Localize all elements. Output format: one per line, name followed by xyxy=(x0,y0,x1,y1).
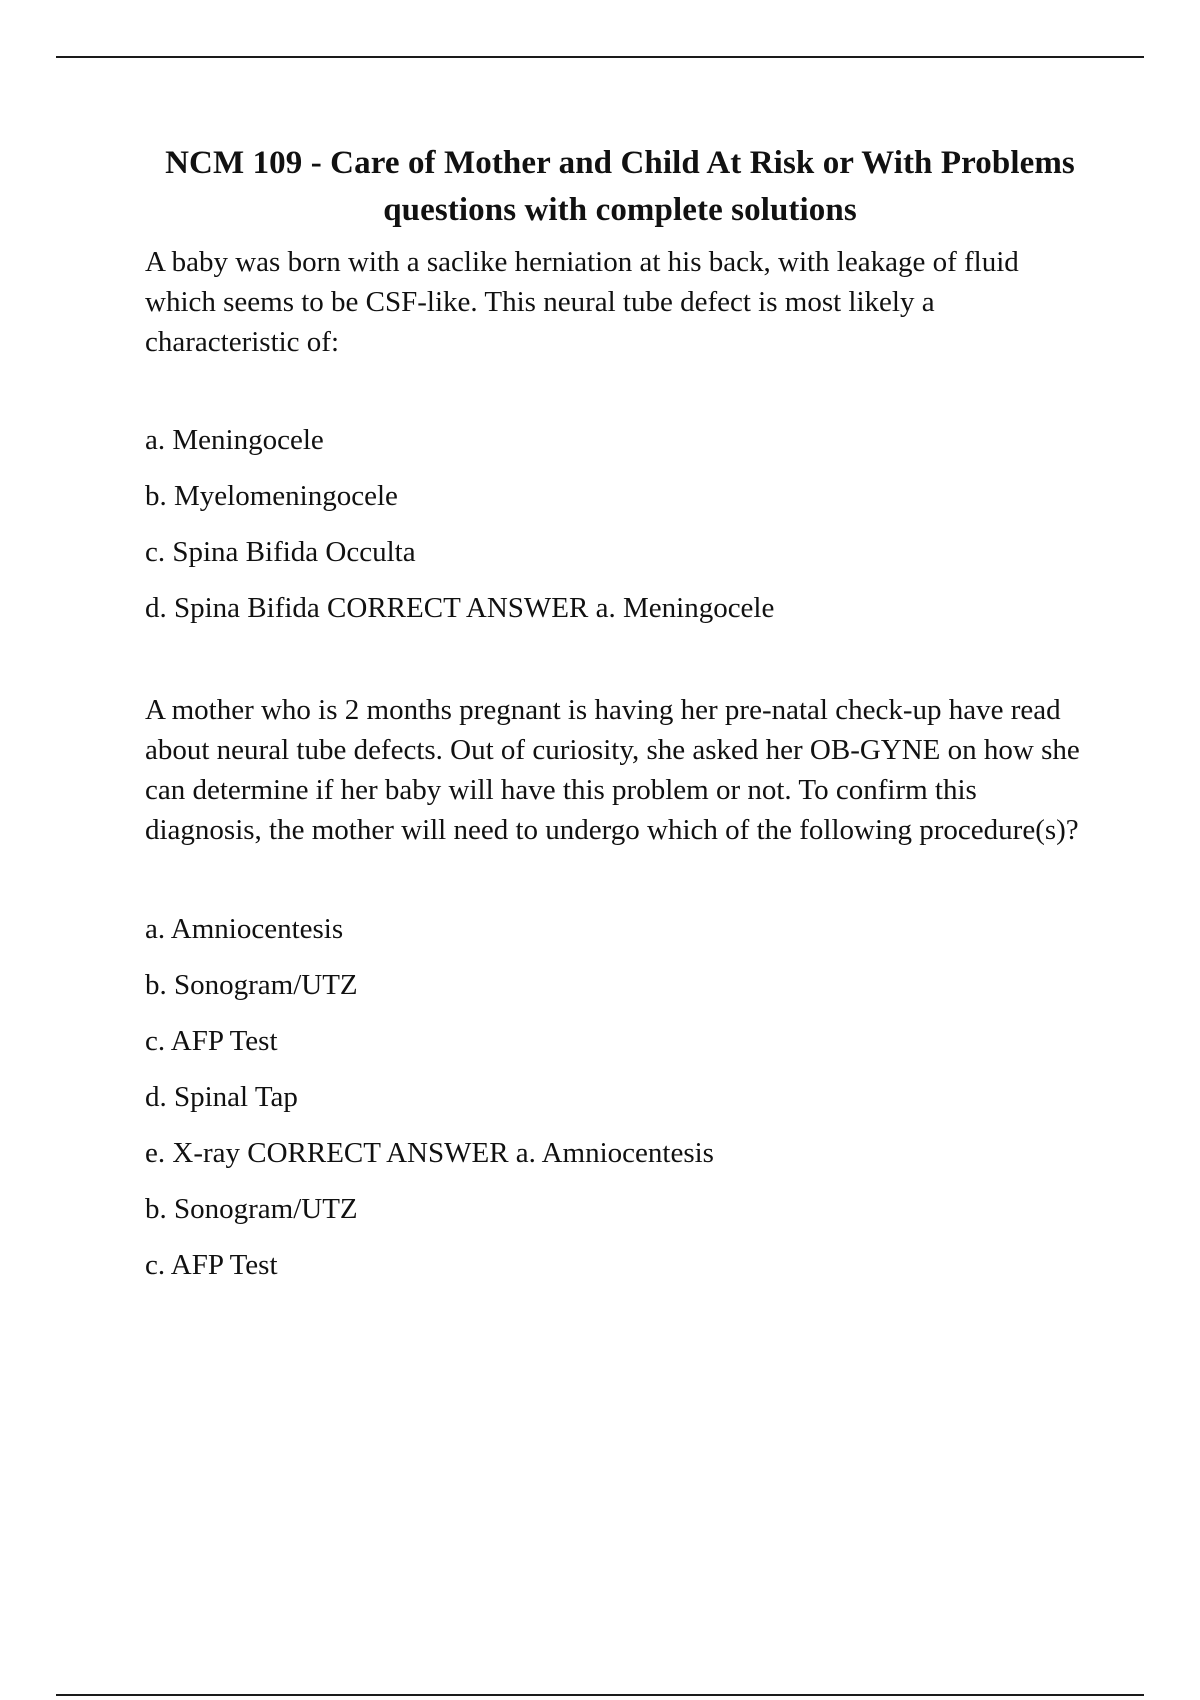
question-1-text: A baby was born with a saclike herniation at his back, with leakage of fluid which seems to be CSF-like. This neural tube defect is most likely a characteristic of: xyxy=(145,246,1019,358)
question-2-option-a: a. Amniocentesis xyxy=(145,913,344,945)
document-title: NCM 109 - Care of Mother and Child At Risk or With Problems questions with complete solutions xyxy=(165,145,1075,228)
question-1-option-b: b. Myelomeningocele xyxy=(145,480,398,512)
question-2-option-d: d. Spinal Tap xyxy=(145,1081,298,1113)
question-1-option-d-answer: d. Spina Bifida CORRECT ANSWER a. Meningocele xyxy=(145,592,775,624)
question-2-option-b: b. Sonogram/UTZ xyxy=(145,969,358,1001)
bottom-divider xyxy=(56,1694,1144,1696)
question-1-option-a: a. Meningocele xyxy=(145,424,324,456)
question-2-options xyxy=(145,909,1095,1285)
top-divider xyxy=(56,56,1144,58)
question-1-option-c: c. Spina Bifida Occulta xyxy=(145,536,416,568)
question-2-answer-continued-c: c. AFP Test xyxy=(145,1249,278,1281)
question-2-option-e-answer: e. X-ray CORRECT ANSWER a. Amniocentesis xyxy=(145,1137,714,1169)
question-2-option-c: c. AFP Test xyxy=(145,1025,278,1057)
document-body xyxy=(145,140,1095,1301)
question-2-text: A mother who is 2 months pregnant is having her pre-natal check-up have read about neural tube defects. Out of curiosity, she asked her OB-GYNE on how she can determine if her baby will have this problem or not. To confirm this diagnosis, the mother will need to undergo which of the following procedure(s)? xyxy=(145,694,1080,846)
question-1-options xyxy=(145,420,1095,628)
question-2-answer-continued-b: b. Sonogram/UTZ xyxy=(145,1193,358,1225)
